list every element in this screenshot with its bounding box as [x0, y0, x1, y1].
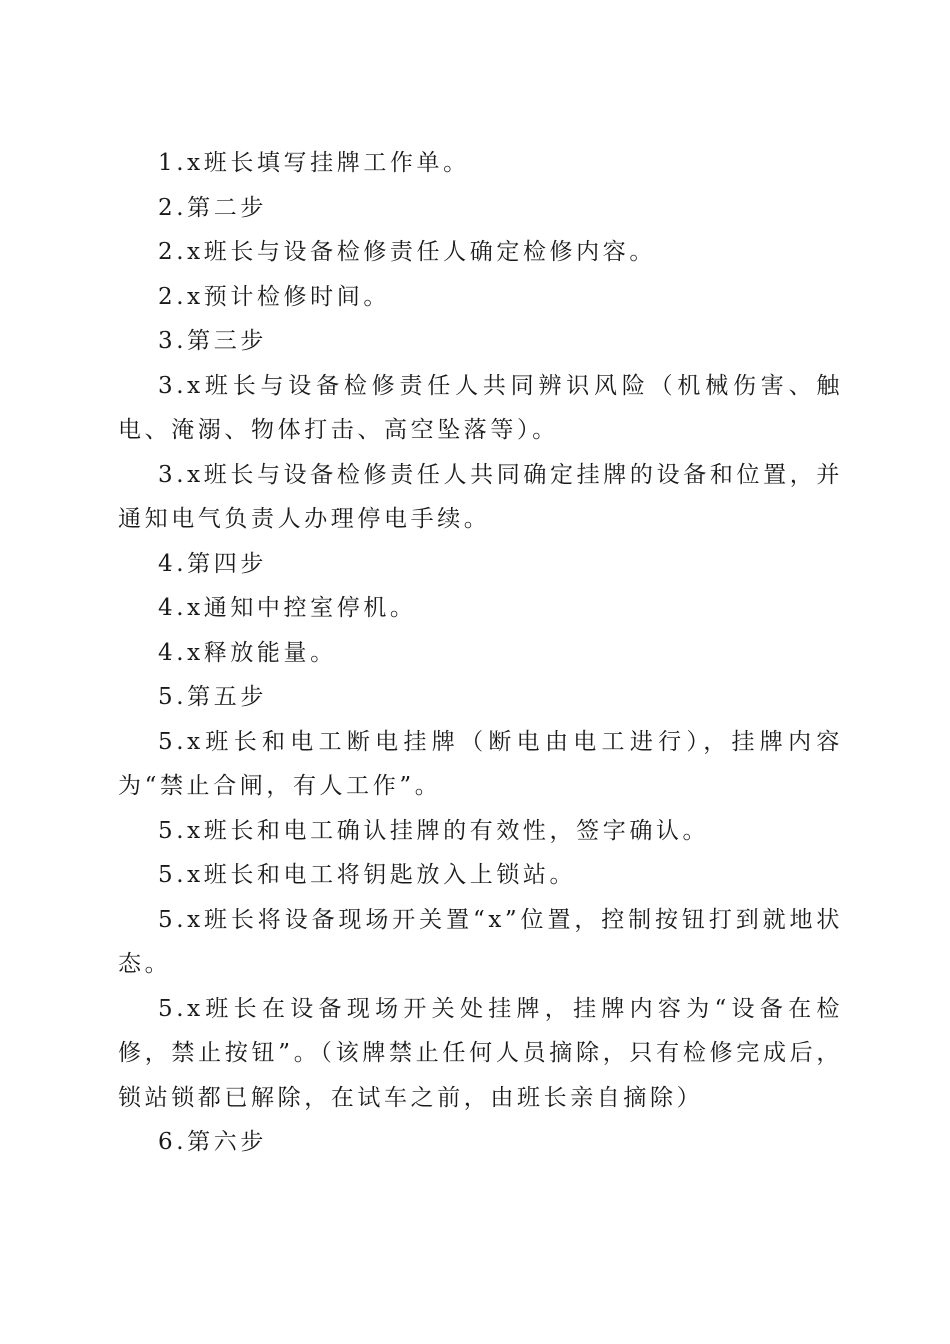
- paragraph-step-1x-fill-form: 1.x班长填写挂牌工作单。: [158, 150, 470, 176]
- paragraph-step-2-heading: 2.第二步: [158, 194, 267, 221]
- paragraph-step-4x-release-energy: 4.x释放能量。: [158, 639, 337, 666]
- paragraph-step-5x-key-lock-station: 5.x班长和电工将钥匙放入上锁站。: [158, 862, 577, 888]
- paragraph-step-5x-site-tag: 5.x班长在设备现场开关处挂牌，挂牌内容为“设备在检修，禁止按钮”。（该牌禁止任何人员摘除，只有检修完成后，锁站锁都已解除，在试车之前，由班长亲自摘除）: [118, 995, 843, 1111]
- paragraph-step-2x-confirm-content: 2.x班长与设备检修责任人确定检修内容。: [158, 239, 656, 265]
- paragraph-step-6-heading: 6.第六步: [158, 1129, 267, 1155]
- paragraph-step-5x-switch-position: 5.x班长将设备现场开关置“x”位置，控制按钮打到就地状态。: [118, 906, 843, 977]
- paragraph-step-2x-estimate-time: 2.x预计检修时间。: [158, 283, 390, 310]
- paragraph-step-3-heading: 3.第三步: [158, 328, 267, 354]
- paragraph-step-3x-identify-risk: 3.x班长与设备检修责任人共同辨识风险（机械伤害、触电、淹溺、物体打击、高空坠落等）。: [118, 372, 843, 443]
- paragraph-step-4x-notify-shutdown: 4.x通知中控室停机。: [158, 595, 417, 621]
- paragraph-step-4-heading: 4.第四步: [158, 550, 267, 577]
- paragraph-step-3x-confirm-position: 3.x班长与设备检修责任人共同确定挂牌的设备和位置，并通知电气负责人办理停电手续。: [118, 461, 843, 532]
- paragraph-step-5x-power-off-tag: 5.x班长和电工断电挂牌（断电由电工进行），挂牌内容为“禁止合闸，有人工作”。: [118, 728, 843, 799]
- document-body: [118, 141, 843, 1165]
- paragraph-step-5x-verify-tag: 5.x班长和电工确认挂牌的有效性，签字确认。: [158, 817, 710, 844]
- paragraph-step-5-heading: 5.第五步: [158, 684, 267, 710]
